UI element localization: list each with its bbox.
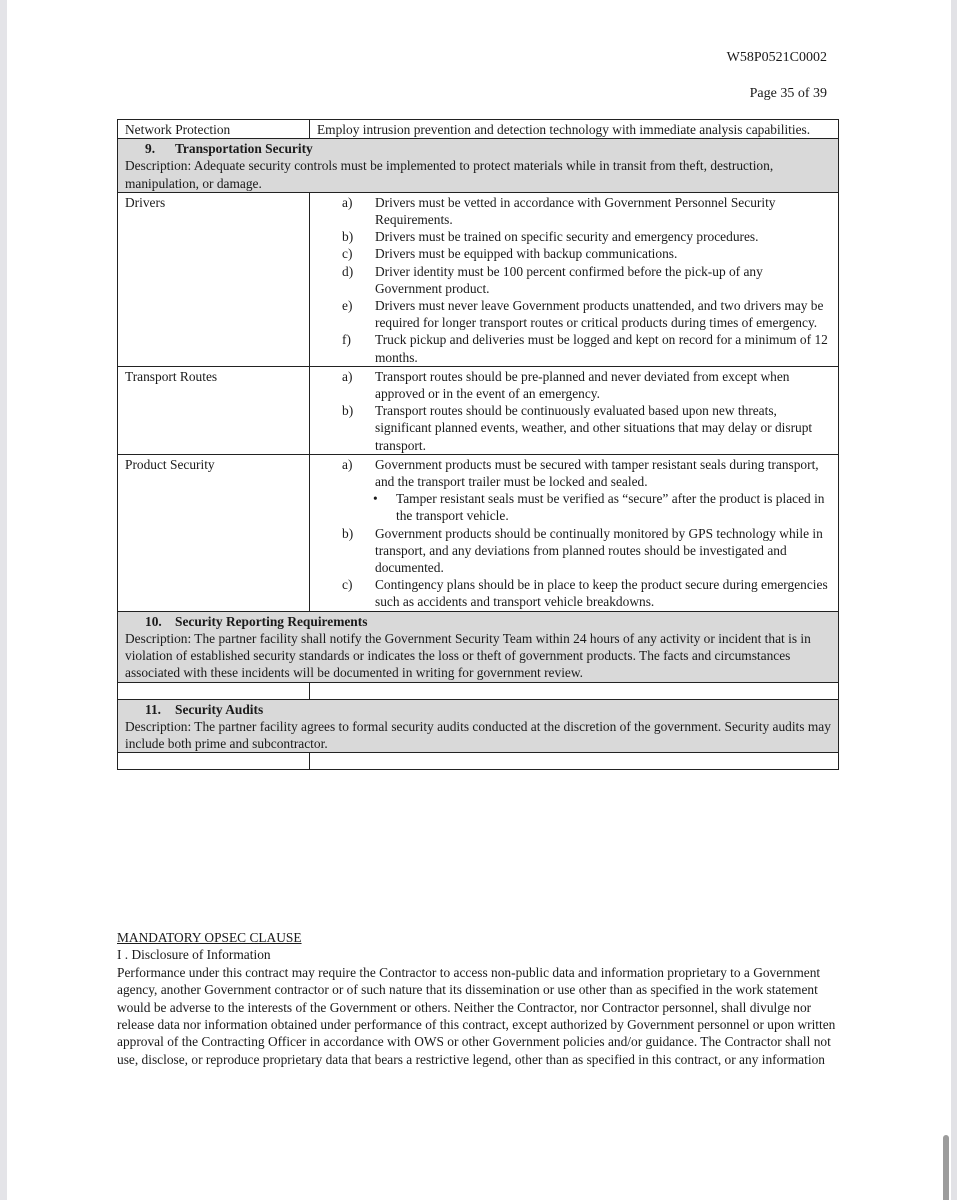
sub-bullet-list [317,490,832,524]
section-header-transportation-security [118,139,839,193]
list-item: b) Drivers must be trained on specific security and emergency procedures. [342,229,759,245]
section-description: Description: Adequate security controls must be implemented to protect materials while in transit from theft, destruction, manipulation, or damage. [125,158,774,191]
section-title: 9. Transportation Security [145,141,313,157]
list-item: c) Drivers must be equipped with backup communications. [342,246,678,262]
page-number: Page 35 of 39 [749,86,827,101]
scrollbar-thumb[interactable] [943,1135,949,1200]
table-row-transport-routes [118,366,839,454]
empty-row [118,753,839,770]
bullet-item: • Tamper resistant seals must be verified as “secure” after the product is placed in the transport vehicle. [373,490,832,524]
scrollbar-track[interactable] [951,0,957,1200]
requirements-list [317,368,832,454]
section-title: 10. Security Reporting Requirements [145,613,368,629]
list-item: a) Government products must be secured with tamper resistant seals during transport, and the transport trailer must be locked and sealed. [342,456,819,490]
list-item: d) Driver identity must be 100 percent confirmed before the pick-up of any Government product. [342,263,763,296]
list-item: c) Contingency plans should be in place to keep the product secure during emergencies such as accidents and transport vehicle breakdowns. [342,577,828,610]
row-text: Employ intrusion prevention and detection technology with immediate analysis capabilities. [310,120,839,139]
table-row-network-protection [118,120,839,139]
row-label: Network Protection [118,120,310,139]
opsec-clause [117,929,843,1068]
contract-id: W58P0521C0002 [726,50,827,65]
requirements-list [317,456,832,490]
requirements-list-continued [317,525,832,611]
section-header-security-reporting [118,611,839,682]
opsec-body: Performance under this contract may require the Contractor to access non-public data and information proprietary to a Government agency, another Government contractor or of such nature that its dissemination or use other than as specified in the work statement would be adverse to the interests of the Government or others. Neither the Contractor, nor Contractor personnel, shall divulge nor release data nor information obtained under performance of this contract, except authorized by Government personnel or upon written approval of the Contracting Officer in accordance with OWS or other Government policies and/or guidance. The Contractor shall not use, disclose, or reproduce proprietary data that bears a restrictive legend, other than as specified in this contract, or any information [117,964,836,1067]
row-label: Transport Routes [118,366,310,454]
opsec-heading: MANDATORY OPSEC CLAUSE [117,930,302,945]
list-item: b) Government products should be continually monitored by GPS technology while in transport, and any deviations from planned routes should be investigated and documented. [342,525,823,576]
empty-row [118,682,839,699]
section-description: Description: The partner facility agrees to formal security audits conducted at the discretion of the government. Security audits may include both prime and subcontractor. [125,718,831,751]
list-item: a) Transport routes should be pre-planned and never deviated from except when approved or in the event of an emergency. [342,368,790,402]
security-requirements-table [117,119,839,770]
list-item: e) Drivers must never leave Government products unattended, and two drivers may be required for longer transport routes or critical products during times of emergency. [342,298,824,331]
table-row-product-security [118,454,839,611]
list-item: a) Drivers must be vetted in accordance with Government Personnel Security Requirements. [342,194,776,228]
section-title: 11. Security Audits [145,701,264,717]
section-description: Description: The partner facility shall notify the Government Security Team within 24 hours of any activity or incident that is in violation of established security standards or indicates the loss or theft of government products. The facts and circumstances associated with these incidents will be documented in writing for government review. [125,630,811,681]
row-label: Product Security [118,454,310,611]
list-item: f) Truck pickup and deliveries must be logged and kept on record for a minimum of 12 months. [342,332,828,365]
section-header-security-audits [118,699,839,753]
table-row-drivers [118,192,839,366]
opsec-subheading: I . Disclosure of Information [117,947,271,963]
row-label: Drivers [118,192,310,366]
requirements-list [317,194,832,366]
list-item: b) Transport routes should be continuously evaluated based upon new threats, significant planned events, weather, and other situations that may delay or disrupt transport. [342,403,813,453]
